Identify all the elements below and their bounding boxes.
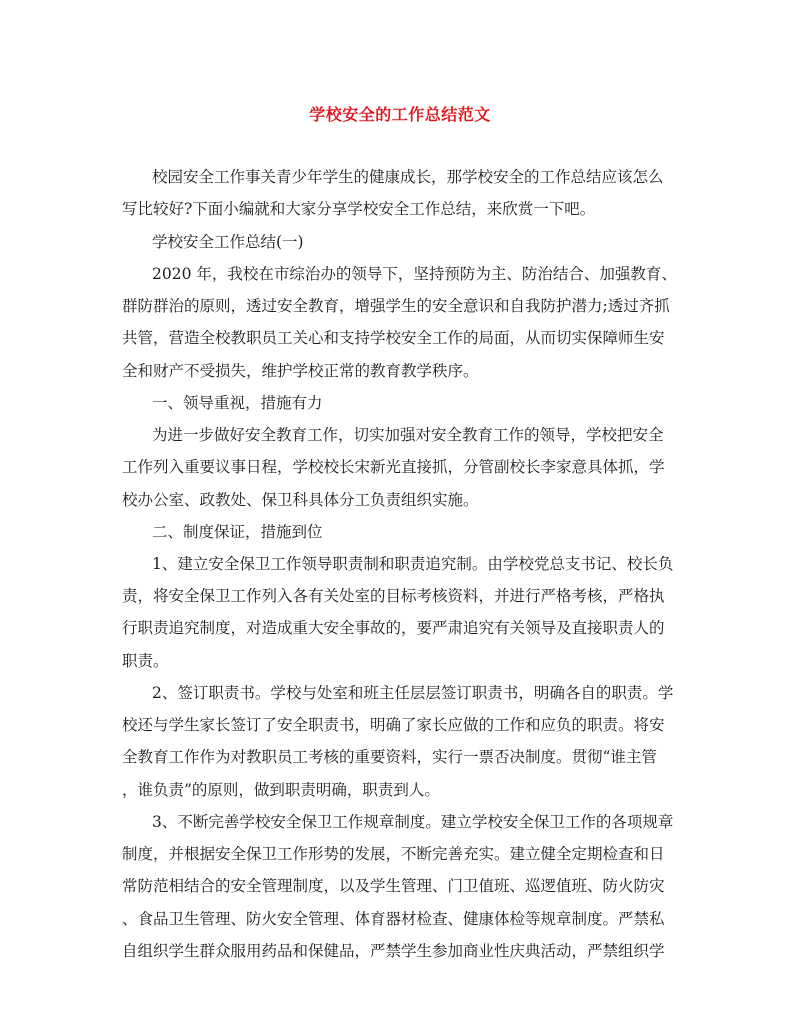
paragraph-line: 职责。 [122,652,169,670]
paragraph-line: 为进一步做好安全教育工作，切实加强对安全教育工作的领导，学校把安全 [152,426,664,444]
paragraph-line: 3、不断完善学校安全保卫工作规章制度。建立学校安全保卫工作的各项规章 [152,813,674,831]
paragraph-line: 常防范相结合的安全管理制度，以及学生管理、门卫值班、巡逻值班、防火防灾 [122,877,665,895]
paragraph-line: 写比较好?下面小编就和大家分享学校安全工作总结，来欣赏一下吧。 [122,200,596,218]
paragraph-line: 共管，营造全校教职员工关心和支持学校安全工作的局面，从而切实保障师生安 [122,329,665,347]
section-heading: 一、领导重视，措施有力 [152,394,323,412]
paragraph-line: 1、建立安全保卫工作领导职责制和职责追究制。由学校党总支书记、校长负 [152,555,674,573]
paragraph-line: 制度，并根据安全保卫工作形势的发展，不断完善充实。建立健全定期检查和日 [122,845,665,863]
paragraph-line: 全和财产不受损失，维护学校正常的教育教学秩序。 [122,362,479,380]
paragraph-line: 校办公室、政教处、保卫科具体分工负责组织实施。 [122,491,479,509]
paragraph-line: 群防群治的原则，透过安全教育，增强学生的安全意识和自我防护潜力;透过齐抓 [122,297,670,315]
paragraph-line: 校园安全工作事关青少年学生的健康成长，那学校安全的工作总结应该怎么 [152,168,664,186]
paragraph-line: 自组织学生群众服用药品和保健品，严禁学生参加商业性庆典活动，严禁组织学 [122,942,665,960]
paragraph-line: 2020 年，我校在市综治办的领导下，坚持预防为主、防治结合、加强教育、 [152,265,677,283]
paragraph-line: 校还与学生家长签订了安全职责书，明确了家长应做的工作和应负的职责。将安 [122,716,665,734]
paragraph-line: 、食品卫生管理、防火安全管理、体育器材检查、健康体检等规章制度。严禁私 [122,910,665,928]
paragraph-line: 2、签订职责书。学校与处室和班主任层层签订职责书，明确各自的职责。学 [152,684,674,702]
document-title: 学校安全的工作总结范文 [309,105,491,124]
paragraph-line: ，谁负责”的原则，做到职责明确，职责到人。 [122,781,440,799]
paragraph-line: 行职责追究制度，对造成重大安全事故的，要严肃追究有关领导及直接职责人的 [122,619,665,637]
section-heading: 二、制度保证，措施到位 [152,523,323,541]
paragraph-line: 责，将安全保卫工作列入各有关处室的目标考核资料，并进行严格考核，严格执 [122,587,665,605]
section-heading: 学校安全工作总结(一) [152,233,304,251]
paragraph-line: 工作列入重要议事日程，学校校长宋新光直接抓，分管副校长李家意具体抓，学 [122,458,665,476]
paragraph-line: 全教育工作作为对教职员工考核的重要资料，实行一票否决制度。贯彻“谁主管 [122,748,657,766]
